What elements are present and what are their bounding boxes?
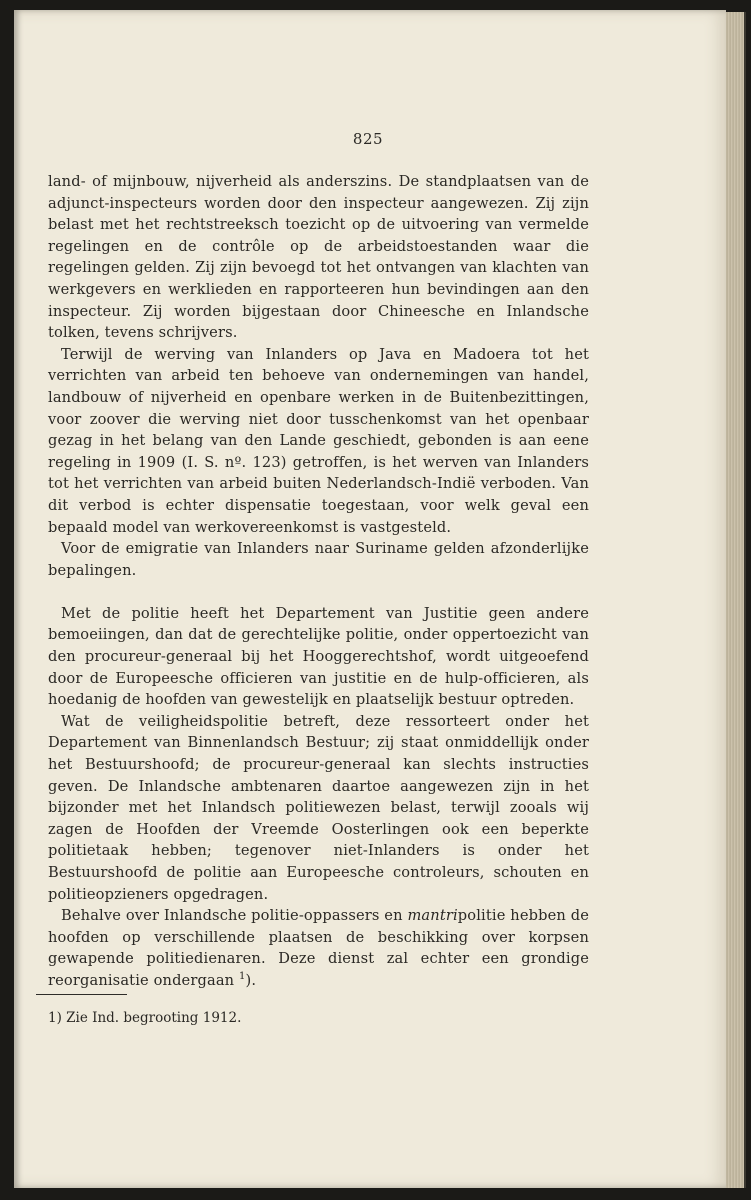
paragraph-6-end: ). xyxy=(245,971,257,989)
page-number: 825 xyxy=(352,130,384,148)
section-gap xyxy=(48,581,589,603)
paragraph-4: Met de politie heeft het Departement van Justitie geen andere bemoeiingen, dan dat de gerechtelijke politie, onder oppertoezicht van den procureur-generaal bij het Hooggerechtshof, wordt uitgeoefend door de Europeesche officieren van justitie en de hulp-officieren, als hoedanig de hoofden van gewestelijk en plaatselijk bestuur optreden. xyxy=(48,604,589,709)
paragraph-6-rest: politie hebben de hoofden op verschillende plaatsen de beschikking over korpsen gewapende politiedienaren. Deze dienst zal echter een grondige reorganisatie ondergaan xyxy=(48,907,589,989)
body-text xyxy=(48,171,589,992)
paragraph-3: Voor de emigratie van Inlanders naar Suriname gelden afzonderlijke bepalingen. xyxy=(48,540,589,579)
footnote: 1) Zie Ind. begrooting 1912. xyxy=(48,1010,242,1026)
paragraph-6-italic: mantri xyxy=(407,907,458,925)
footnote-rule xyxy=(36,994,127,995)
paragraph-5: Wat de veiligheidspolitie betreft, deze ressorteert onder het Departement van Binnenlandsch Bestuur; zij staat onmiddellijk onder het Bestuurshoofd; de procureur-generaal kan slechts instructies geven. De Inlandsche ambtenaren daartoe aangewezen zijn in het bijzonder met het Inlandsch politiewezen belast, terwijl zooals wij zagen de Hoofden der Vreemde Oosterlingen ook een beperkte politietaak hebben; tegenover niet-Inlanders is onder het Bestuurshoofd de politie aan Europeesche controleurs, schouten en politieopzieners opgedragen. xyxy=(48,712,589,903)
paragraph-6-start: Behalve over Inlandsche politie-oppassers en xyxy=(61,907,408,925)
paragraph-1: land- of mijnbouw, nijverheid als anderszins. De standplaatsen van de adjunct-inspecteurs worden door den inspecteur aangewezen. Zij zijn belast met het rechtstreeksch toezicht op de uitvoering van vermelde regelingen en de contrôle op de arbeidstoestanden waar die regelingen gelden. Zij zijn bevoegd tot het ontvangen van klachten van werkgevers en werklieden en rapporteeren hun bevindingen aan den inspecteur. Zij worden bijgestaan door Chineesche en Inlandsche tolken, tevens schrijvers. xyxy=(48,173,589,342)
paragraph-2: Terwijl de werving van Inlanders op Java en Madoera tot het verrichten van arbeid ten behoeve van ondernemingen van handel, landbouw of nijverheid en openbare werken in de Buitenbezittingen, voor zoover die werving niet door tusschenkomst van het openbaar gezag in het belang van den Lande geschiedt, gebonden is aan eene regeling in 1909 (I. S. nº. 123) getroffen, is het werven van Inlanders tot het verrichten van arbeid buiten Nederlandsch-Indië verboden. Van dit verbod is echter dispensatie toegestaan, voor welk geval een bepaald model van werkovereenkomst is vastgesteld. xyxy=(48,345,589,536)
footnote-reference: 1 xyxy=(239,971,246,983)
paragraph-6 xyxy=(48,905,589,991)
